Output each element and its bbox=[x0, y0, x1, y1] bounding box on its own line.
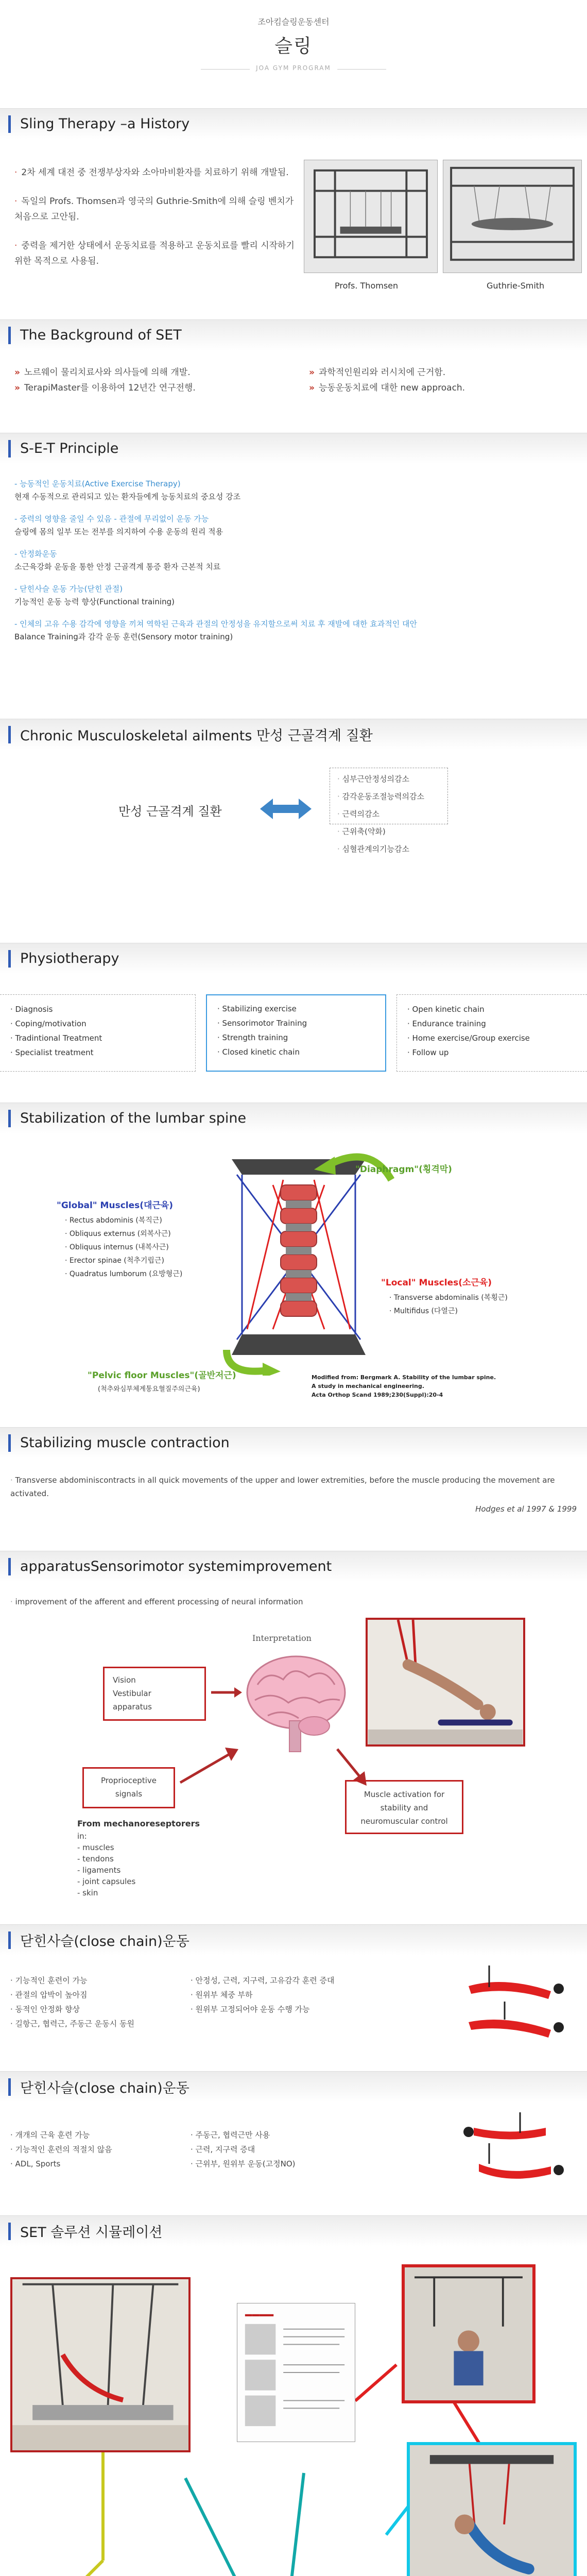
mech-items bbox=[77, 1831, 200, 1899]
section-title: Chronic Musculoskeletal ailments 만성 근골격계 질환 bbox=[20, 728, 373, 744]
section-bar bbox=[8, 1110, 11, 1127]
chevron-right-icon: » bbox=[309, 383, 315, 393]
bullet-dot: · bbox=[14, 196, 18, 207]
section-chronic bbox=[0, 719, 587, 922]
section-lumbar bbox=[0, 1103, 587, 1412]
mech-item: in: bbox=[77, 1832, 87, 1841]
mech-title: From mechanoreseptorers bbox=[77, 1819, 200, 1828]
muscle-text: Obliquus internus (내복사근) bbox=[69, 1243, 169, 1251]
principle-list bbox=[14, 478, 581, 642]
muscle-item: · Multifidus (다열근) bbox=[389, 1307, 458, 1315]
physio-item: · Specialist treatment bbox=[10, 1048, 94, 1057]
symptom-text: 심부근안정성의감소 bbox=[342, 774, 409, 784]
mech-item: - ligaments bbox=[77, 1866, 121, 1875]
closed-text: 원위부 체중 부하 bbox=[195, 1990, 253, 1999]
muscle-activation-text bbox=[347, 1782, 462, 1834]
diaphragm-label: "Diaphragm"(횡격막) bbox=[355, 1164, 452, 1175]
principle-item bbox=[14, 583, 581, 607]
closed-item: · 안정성, 근력, 지구력, 고유감각 훈련 증대 bbox=[191, 1976, 335, 1985]
muscle-item: · Erector spinae (척추기립근) bbox=[65, 1257, 164, 1265]
principle-head: - 안정화운동 bbox=[14, 549, 57, 558]
muscle-item: · Obliquus externus (외복사근) bbox=[65, 1230, 171, 1238]
section-header bbox=[0, 319, 587, 350]
source-line: A study in mechanical engineering. bbox=[312, 1383, 424, 1389]
physio-text: Strength training bbox=[222, 1033, 288, 1042]
double-arrow-icon bbox=[260, 796, 312, 822]
closed2-item: · ADL, Sports bbox=[10, 2159, 61, 2168]
closed-text: 안정성, 근력, 지구력, 고유감각 훈련 증대 bbox=[195, 1976, 335, 1985]
closed2-text: 근력, 지구력 증대 bbox=[195, 2145, 255, 2154]
bullet-dot: · bbox=[337, 774, 342, 784]
sling-exercise-photo bbox=[366, 1618, 525, 1747]
physio-item: · Diagnosis bbox=[10, 1005, 53, 1014]
physio-text: Coping/motivation bbox=[15, 1019, 87, 1028]
physio-item: · Endurance training bbox=[407, 1019, 486, 1028]
symptom-text: 심혈관계의기능감소 bbox=[342, 844, 409, 854]
caption-guthrie-smith: Guthrie-Smith bbox=[487, 281, 545, 291]
bullet-dot: · bbox=[14, 167, 18, 178]
closed-text: 기능적인 훈련이 가능 bbox=[15, 1976, 88, 1985]
bullet-text: 능동운동치료에 대한 new approach. bbox=[318, 383, 465, 393]
bullet-dot: · bbox=[337, 844, 342, 854]
bullet-dot: · bbox=[10, 1476, 15, 1485]
closed2-item: · 주동근, 협력근만 사용 bbox=[191, 2130, 270, 2140]
bullet-text: 과학적인원리와 러시치에 근거함. bbox=[318, 367, 446, 378]
bullet-text: TerapiMaster를 이용하여 12년간 연구전행. bbox=[24, 383, 196, 393]
physio-text: Home exercise/Group exercise bbox=[412, 1033, 530, 1043]
section-bar bbox=[8, 327, 11, 344]
closed-text: 원위부 고정되어야 운동 수행 가능 bbox=[195, 2005, 310, 2014]
symptom-list bbox=[337, 770, 424, 858]
muscle-activation-box bbox=[345, 1780, 463, 1834]
section-contraction bbox=[0, 1427, 587, 1530]
section-title: The Background of SET bbox=[20, 327, 182, 343]
section-bar bbox=[8, 1434, 11, 1452]
simulation-photo-2 bbox=[402, 2264, 536, 2403]
section-bar bbox=[8, 2223, 11, 2240]
muscle-item: · Obliquus internus (내복사근) bbox=[65, 1243, 169, 1251]
symptom-text: 감각운동조절능력의감소 bbox=[342, 792, 424, 801]
muscle-item: · Rectus abdominis (복직근) bbox=[65, 1216, 162, 1225]
physio-col-3 bbox=[396, 994, 587, 1072]
physio-text: Sensorimotor Training bbox=[222, 1019, 307, 1028]
simulation-photo-1 bbox=[10, 2277, 191, 2452]
arrow-up-right-icon bbox=[178, 1747, 239, 1788]
program-label: JOA GYM PROGRAM bbox=[250, 64, 337, 72]
background-left bbox=[14, 365, 292, 396]
caption-thomsen: Profs. Thomsen bbox=[335, 281, 399, 291]
section-bar bbox=[8, 1931, 11, 1949]
chevron-right-icon: » bbox=[14, 383, 20, 393]
principle-body: Balance Training과 감각 운동 훈련(Sensory motor training) bbox=[14, 632, 233, 641]
section-header bbox=[0, 719, 587, 750]
page-header bbox=[0, 0, 587, 108]
local-title: "Local" Muscles(소근육) bbox=[381, 1278, 492, 1288]
bullet bbox=[309, 365, 577, 380]
page-title: 슬링 bbox=[274, 36, 313, 57]
bullet-text: 중력을 제거한 상태에서 운동치료를 적용하고 운동치료를 빨리 시작하기 위한 목적으로 사용됨. bbox=[14, 241, 295, 266]
closed-text: 관절의 압박이 높아짐 bbox=[15, 1990, 88, 1999]
vision-line: Vision bbox=[113, 1675, 136, 1685]
principle-head: - 중력의 영향을 줄일 수 있음 - 관절에 무리없이 운동 가능 bbox=[14, 514, 209, 523]
header-divider bbox=[201, 64, 386, 72]
proprioceptive-box bbox=[82, 1767, 175, 1808]
physio-item: · Strength training bbox=[217, 1033, 288, 1042]
physio-item: · Follow up bbox=[407, 1048, 449, 1057]
section-title: Stabilization of the lumbar spine bbox=[20, 1110, 247, 1126]
principle-item bbox=[14, 513, 581, 537]
arrow-right-icon bbox=[211, 1687, 242, 1698]
bullet-dot: · bbox=[337, 792, 342, 801]
center-name: 조아킴슬링운동센터 bbox=[257, 17, 330, 27]
physio-list bbox=[397, 995, 587, 1067]
closed-left bbox=[10, 1973, 134, 2031]
physio-item: · Coping/motivation bbox=[10, 1019, 87, 1028]
simulation-photo-3 bbox=[407, 2442, 577, 2576]
section-title: SET 솔루션 시뮬레이션 bbox=[20, 2225, 163, 2241]
muscle-text: Erector spinae (척추기립근) bbox=[69, 1257, 164, 1265]
source-line: Modified from: Bergmark A. Stability of the lumbar spine. bbox=[312, 1374, 496, 1381]
section-history bbox=[0, 108, 587, 319]
chronic-label: 만성 근골격계 질환 bbox=[118, 804, 222, 819]
principle-head: - 능동적인 운동치료(Active Exercise Therapy) bbox=[14, 479, 181, 488]
physio-item: · Open kinetic chain bbox=[407, 1005, 485, 1014]
chevron-right-icon: » bbox=[14, 367, 20, 378]
section-closed-chain-1 bbox=[0, 1924, 587, 2053]
citation: Hodges et al 1997 & 1999 bbox=[475, 1504, 577, 1514]
vision-text bbox=[105, 1668, 204, 1719]
muscle-text: Quadratus lumborum (요방형근) bbox=[69, 1270, 183, 1278]
section-principle bbox=[0, 433, 587, 696]
section-closed-chain-2 bbox=[0, 2071, 587, 2200]
mechanoreceptor-list bbox=[77, 1819, 200, 1899]
principle-head: - 닫힌사슬 운동 가능(닫힌 관절) bbox=[14, 584, 123, 594]
section-title: Sling Therapy –a History bbox=[20, 116, 190, 132]
global-muscles bbox=[57, 1198, 182, 1281]
closed-item: · 동적인 안정화 향상 bbox=[10, 2005, 80, 2014]
principle-item bbox=[14, 548, 581, 572]
bullet bbox=[14, 365, 292, 380]
section-header bbox=[0, 1551, 587, 1582]
section-title: 닫힌사슬(close chain)운동 bbox=[20, 2080, 189, 2096]
muscle-text: Rectus abdominis (복직근) bbox=[69, 1216, 162, 1225]
source-note bbox=[312, 1373, 496, 1399]
section-header bbox=[0, 943, 587, 974]
closed-item: · 관절의 압박이 높아짐 bbox=[10, 1990, 88, 1999]
section-title: Physiotherapy bbox=[20, 951, 119, 967]
brain-icon bbox=[242, 1649, 350, 1757]
physio-text: Diagnosis bbox=[15, 1005, 53, 1014]
bullet bbox=[14, 194, 298, 225]
section-header bbox=[0, 433, 587, 464]
vision-line: Vestibular bbox=[113, 1689, 151, 1698]
closed2-item: · 기능적인 훈련의 적절치 않음 bbox=[10, 2145, 112, 2154]
sensorimotor-text bbox=[10, 1597, 303, 1606]
svg-text:▬▬▬▬: ▬▬▬▬ bbox=[245, 2309, 274, 2318]
closed-item: · 기능적인 훈련이 가능 bbox=[10, 1976, 88, 1985]
closed2-item: · 근력, 지구력 증대 bbox=[191, 2145, 255, 2154]
physio-col-2 bbox=[206, 994, 386, 1072]
muscle-text: Multifidus (다열근) bbox=[393, 1307, 458, 1315]
physio-text: Closed kinetic chain bbox=[222, 1047, 300, 1057]
section-header bbox=[0, 2071, 587, 2102]
symptom-item bbox=[337, 805, 424, 823]
local-muscles bbox=[381, 1275, 508, 1318]
principle-item bbox=[14, 478, 581, 502]
section-header bbox=[0, 108, 587, 139]
muscle-item: · Transverse abdominalis (복횡근) bbox=[389, 1294, 508, 1302]
closed2-left bbox=[10, 2128, 112, 2171]
global-list bbox=[57, 1214, 182, 1281]
section-title: apparatusSensorimotor systemimprovement bbox=[20, 1558, 332, 1574]
closed-item: · 원위부 고정되어야 운동 수행 가능 bbox=[191, 2005, 310, 2014]
bullet-dot: · bbox=[10, 1597, 15, 1606]
section-background bbox=[0, 319, 587, 410]
muscle-text: Transverse abdominalis (복횡근) bbox=[393, 1294, 508, 1302]
sensorimotor-body: improvement of the afferent and efferent processing of neural information bbox=[15, 1597, 303, 1606]
thomsen-photo bbox=[304, 160, 438, 273]
symptom-item bbox=[337, 770, 424, 788]
bullet-text: 2차 세계 대전 중 전쟁부상자와 소아마비환자를 치료하기 위해 개발됨. bbox=[21, 167, 289, 178]
physio-text: Follow up bbox=[412, 1048, 449, 1057]
section-bar bbox=[8, 440, 11, 457]
principle-body: 현재 수동적으로 관리되고 있는 환자들에게 능동치료의 중요성 강조 bbox=[14, 492, 241, 501]
symptom-item bbox=[337, 788, 424, 805]
closed2-item: · 근위부, 원위부 운동(고정NO) bbox=[191, 2159, 296, 2168]
mech-item: - joint capsules bbox=[77, 1877, 136, 1886]
closed-text: 동적인 안정화 향상 bbox=[15, 2005, 80, 2014]
physio-text: Specialist treatment bbox=[15, 1048, 94, 1057]
activation-line: Muscle activation for bbox=[364, 1790, 445, 1799]
physio-item: · Tradintional Treatment bbox=[10, 1033, 102, 1043]
bullet-dot: · bbox=[337, 827, 342, 836]
mech-item: - skin bbox=[77, 1888, 98, 1897]
symptom-text: 근위축(약화) bbox=[342, 827, 386, 836]
section-simulation bbox=[0, 2215, 587, 2576]
physio-text: Stabilizing exercise bbox=[222, 1004, 297, 1013]
symptom-item bbox=[337, 823, 424, 840]
lumbar-diagram bbox=[196, 1149, 402, 1376]
section-bar bbox=[8, 115, 11, 133]
physio-text: Tradintional Treatment bbox=[15, 1033, 102, 1043]
physio-item: · Home exercise/Group exercise bbox=[407, 1033, 530, 1043]
section-header bbox=[0, 1427, 587, 1458]
section-title: Stabilizing muscle contraction bbox=[20, 1435, 230, 1451]
vision-line: apparatus bbox=[113, 1702, 152, 1711]
physio-col-1 bbox=[0, 994, 196, 1072]
proprioceptive-text bbox=[84, 1769, 174, 1806]
proprioceptive-line: Proprioceptive bbox=[101, 1776, 157, 1785]
mech-item: - tendons bbox=[77, 1854, 114, 1863]
bullet-dot: · bbox=[14, 241, 18, 251]
pelvic-label: "Pelvic floor Muscles"(골반저근) bbox=[88, 1370, 236, 1381]
principle-body: 기능적인 운동 능력 향상(Functional training) bbox=[14, 597, 175, 606]
physio-text: Endurance training bbox=[412, 1019, 486, 1028]
closed-item: · 원위부 체중 부하 bbox=[191, 1990, 253, 1999]
interpretation-label: Interpretation bbox=[252, 1633, 312, 1643]
closed2-text: ADL, Sports bbox=[15, 2159, 61, 2168]
closed2-text: 주동근, 협력근만 사용 bbox=[195, 2130, 270, 2140]
section-physiotherapy bbox=[0, 943, 587, 1087]
principle-item bbox=[14, 618, 581, 642]
pelvic-sub: (척추와심부체계통요혈질주의근육) bbox=[98, 1385, 200, 1393]
symptom-text: 근력의감소 bbox=[342, 809, 379, 819]
chevron-right-icon: » bbox=[309, 367, 315, 378]
section-bar bbox=[8, 1558, 11, 1575]
closed2-item: · 개개의 근육 훈련 가능 bbox=[10, 2130, 90, 2140]
bullet bbox=[14, 380, 292, 396]
physio-list bbox=[207, 995, 385, 1065]
section-header bbox=[0, 1924, 587, 1955]
closed2-text: 기능적인 훈련의 적절치 않음 bbox=[15, 2145, 112, 2154]
source-line: Acta Orthop Scand 1989;230(Suppl):20-4 bbox=[312, 1392, 443, 1398]
exercise-figure bbox=[458, 2112, 577, 2195]
physio-item: · Stabilizing exercise bbox=[217, 1004, 297, 1013]
closed-text: 길항근, 협력근, 주동근 운동시 동원 bbox=[15, 2019, 135, 2028]
bullet bbox=[309, 380, 577, 396]
background-right bbox=[309, 365, 577, 396]
proprioceptive-line: signals bbox=[115, 1789, 143, 1799]
section-sensorimotor bbox=[0, 1551, 587, 1901]
exercise-figure bbox=[458, 1965, 577, 2048]
closed-item: · 길항근, 협력근, 주동근 운동시 동원 bbox=[10, 2019, 135, 2028]
activation-line: stability and bbox=[380, 1803, 428, 1812]
bullet-text: 노르웨이 물리치료사와 의사들에 의해 개발. bbox=[24, 367, 191, 378]
section-header bbox=[0, 1103, 587, 1133]
global-title: "Global" Muscles(대근육) bbox=[57, 1200, 174, 1211]
section-bar bbox=[8, 2078, 11, 2096]
closed2-text: 근위부, 원위부 운동(고정NO) bbox=[195, 2159, 296, 2168]
closed2-right bbox=[191, 2128, 295, 2171]
muscle-text: Obliquus externus (외복사근) bbox=[69, 1230, 171, 1238]
mech-item: - muscles bbox=[77, 1843, 114, 1852]
local-list bbox=[381, 1291, 508, 1318]
closed2-text: 개개의 근육 훈련 가능 bbox=[15, 2130, 90, 2140]
principle-head: - 인체의 고유 수용 감각에 영향을 끼쳐 역학된 근육과 관절의 안정성을 유지할으로써 치료 후 재발에 대한 효과적인 대안 bbox=[14, 619, 417, 629]
section-bar bbox=[8, 950, 11, 968]
physio-item: · Closed kinetic chain bbox=[217, 1047, 300, 1057]
vision-box bbox=[103, 1667, 206, 1721]
muscle-item: · Quadratus lumborum (요방형근) bbox=[65, 1270, 183, 1278]
section-bar bbox=[8, 726, 11, 743]
closed-right bbox=[191, 1973, 335, 2016]
activation-line: neuromuscular control bbox=[360, 1817, 448, 1826]
physio-list bbox=[0, 995, 195, 1067]
section-title: S-E-T Principle bbox=[20, 440, 119, 456]
section-title: 닫힌사슬(close chain)운동 bbox=[20, 1934, 189, 1950]
contraction-text bbox=[10, 1473, 577, 1500]
bullet bbox=[14, 165, 298, 180]
history-bullets bbox=[14, 165, 298, 269]
physio-text: Open kinetic chain bbox=[412, 1005, 485, 1014]
contraction-body: Transverse abdominiscontracts in all quick movements of the upper and lower extremities, before the muscle producing the movement are activated. bbox=[10, 1476, 555, 1498]
bullet-text: 독일의 Profs. Thomsen과 영국의 Guthrie-Smith에 의해 슬링 벤치가 처음으로 고안됨. bbox=[14, 196, 294, 222]
physio-item: · Sensorimotor Training bbox=[217, 1019, 307, 1028]
bullet bbox=[14, 238, 298, 269]
simulation-brochure bbox=[237, 2303, 355, 2442]
principle-body: 소근육강화 운동을 통한 안정 근골격계 통증 환자 근본적 치료 bbox=[14, 562, 221, 571]
bullet-dot: · bbox=[337, 809, 342, 819]
principle-body: 슬링에 몸의 일부 또는 전부를 의지하여 수용 운동의 원리 적용 bbox=[14, 527, 223, 536]
symptom-item bbox=[337, 840, 424, 858]
guthrie-smith-photo bbox=[443, 160, 582, 273]
section-header bbox=[0, 2215, 587, 2246]
